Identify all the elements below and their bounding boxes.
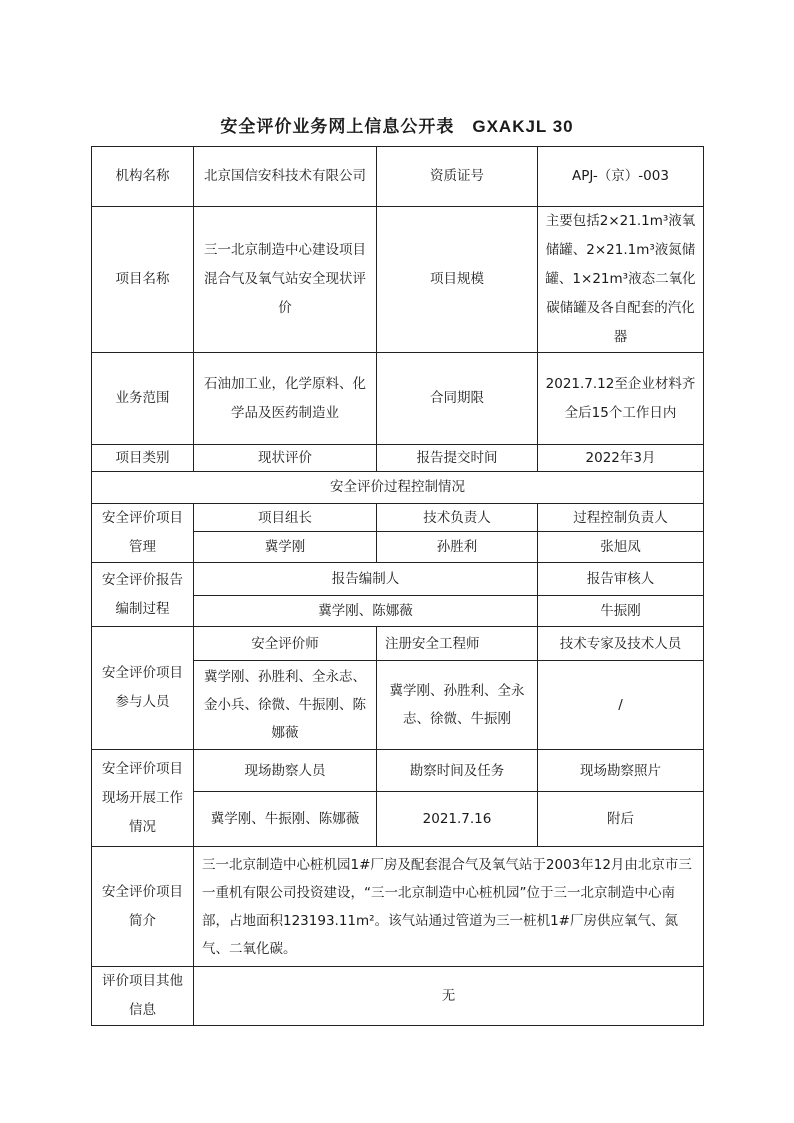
control-value: 张旭凤 <box>538 532 704 563</box>
category-label: 项目类别 <box>92 445 194 472</box>
row-category <box>92 445 704 472</box>
submit-label: 报告提交时间 <box>377 445 538 472</box>
row-summary <box>92 847 704 967</box>
tech-value: 孙胜利 <box>377 532 538 563</box>
participants-label: 安全评价项目参与人员 <box>92 627 194 750</box>
title-text: 安全评价业务网上信息公开表 <box>220 117 455 137</box>
author-label: 报告编制人 <box>194 563 538 596</box>
category-value: 现状评价 <box>194 445 377 472</box>
summary-label: 安全评价项目简介 <box>92 847 194 967</box>
row-report-labels <box>92 563 704 596</box>
expert-label: 技术专家及技术人员 <box>538 627 704 661</box>
reviewer-label: 报告审核人 <box>538 563 704 596</box>
contract-label: 合同期限 <box>377 353 538 445</box>
reviewer-value: 牛振刚 <box>538 596 704 627</box>
project-name-label: 项目名称 <box>92 207 194 353</box>
form-code: GXAKJL 30 <box>472 117 574 136</box>
engineers-value: 冀学刚、孙胜利、全永志、徐微、牛振刚 <box>377 661 538 750</box>
project-name-value: 三一北京制造中心建设项目混合气及氧气站安全现状评价 <box>194 207 377 353</box>
management-label: 安全评价项目管理 <box>92 504 194 563</box>
control-label: 过程控制负责人 <box>538 504 704 532</box>
photo-label: 现场勘察照片 <box>538 750 704 792</box>
row-fieldwork-labels <box>92 750 704 792</box>
scope-label: 业务范围 <box>92 353 194 445</box>
cert-value: APJ-（京）-003 <box>538 147 704 207</box>
scale-value: 主要包括2×21.1m³液氧储罐、2×21.1m³液氮储罐、1×21m³液态二氧化碳储罐及各自配套的汽化器 <box>538 207 704 353</box>
contract-value: 2021.7.12至企业材料齐全后15个工作日内 <box>538 353 704 445</box>
row-management-labels <box>92 504 704 532</box>
evaluator-label: 安全评价师 <box>194 627 377 661</box>
tech-label: 技术负责人 <box>377 504 538 532</box>
info-table <box>91 146 704 1026</box>
evaluators-value: 冀学刚、孙胜利、全永志、金小兵、徐微、牛振刚、陈娜薇 <box>194 661 377 750</box>
scope-value: 石油加工业，化学原料、化学品及医药制造业 <box>194 353 377 445</box>
survey-label: 现场勘察人员 <box>194 750 377 792</box>
submit-value: 2022年3月 <box>538 445 704 472</box>
row-scope <box>92 353 704 445</box>
other-label: 评价项目其他信息 <box>92 967 194 1026</box>
page-title <box>0 112 794 137</box>
leader-label: 项目组长 <box>194 504 377 532</box>
org-name-value: 北京国信安科技术有限公司 <box>194 147 377 207</box>
fieldwork-label: 安全评价项目现场开展工作情况 <box>92 750 194 847</box>
summary-text: 三一北京制造中心桩机园1#厂房及配套混合气及氧气站于2003年12月由北京市三一重机有限公司投资建设，“三一北京制造中心桩机园”位于三一北京制造中心南部，占地面积123193.11m²。该气站通过管道为三一桩机1#厂房供应氧气、氮气、二氧化碳。 <box>194 847 704 967</box>
time-value: 2021.7.16 <box>377 792 538 847</box>
authors-value: 冀学刚、陈娜薇 <box>194 596 538 627</box>
surveyors-value: 冀学刚、牛振刚、陈娜薇 <box>194 792 377 847</box>
engineer-label: 注册安全工程师 <box>377 627 538 661</box>
time-label: 勘察时间及任务 <box>377 750 538 792</box>
process-header: 安全评价过程控制情况 <box>92 472 704 504</box>
scale-label: 项目规模 <box>377 207 538 353</box>
leader-value: 冀学刚 <box>194 532 377 563</box>
row-other <box>92 967 704 1026</box>
row-process-header <box>92 472 704 504</box>
row-org <box>92 147 704 207</box>
photo-value: 附后 <box>538 792 704 847</box>
org-name-label: 机构名称 <box>92 147 194 207</box>
report-label: 安全评价报告编制过程 <box>92 563 194 627</box>
experts-value: / <box>538 661 704 750</box>
other-value: 无 <box>194 967 704 1026</box>
cert-label: 资质证号 <box>377 147 538 207</box>
row-participants-labels <box>92 627 704 661</box>
row-project <box>92 207 704 353</box>
